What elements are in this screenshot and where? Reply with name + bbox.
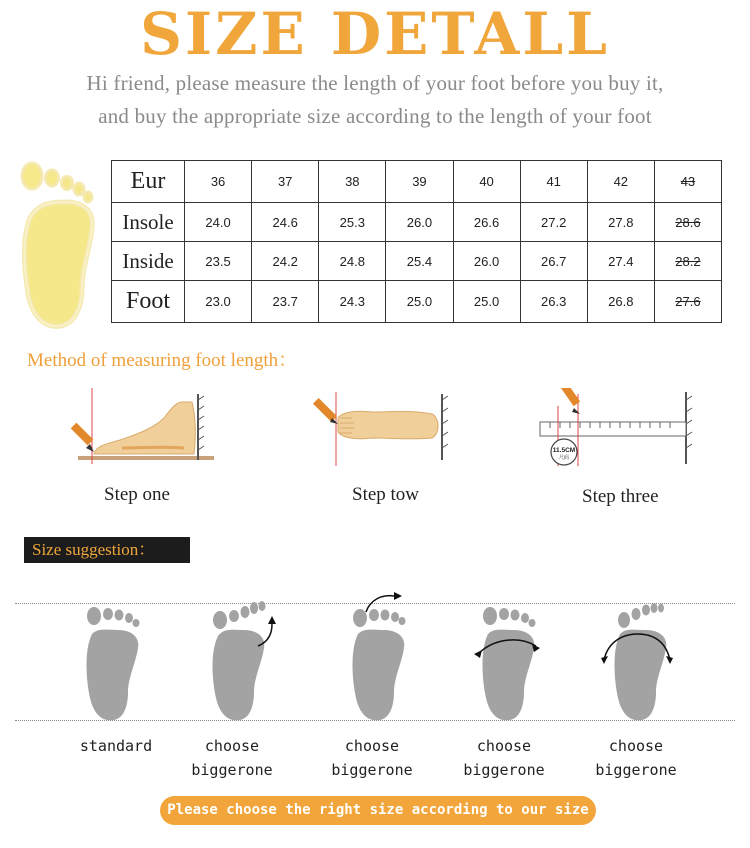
step-one-illustration [64, 388, 216, 466]
row-label: Insole [112, 203, 185, 242]
foot-outline-icon [16, 158, 96, 330]
table-cell: 37 [252, 161, 319, 203]
size-suggestion-heading: Size suggestion： [24, 537, 190, 563]
suggestion-label: choose biggerone [595, 737, 677, 779]
row-label: Foot [112, 281, 185, 323]
table-cell: 27.8 [587, 203, 654, 242]
table-cell: 25.0 [453, 281, 520, 323]
table-cell: 27.6 [654, 281, 721, 323]
table-cell: 41 [520, 161, 587, 203]
table-cell: 23.7 [252, 281, 319, 323]
table-cell: 26.8 [587, 281, 654, 323]
page-title: SIZE DETALL [140, 0, 610, 68]
table-cell: 40 [453, 161, 520, 203]
step-three-illustration [536, 388, 696, 466]
suggestion-label: choose biggerone [463, 737, 545, 779]
footprint-wide-foot-icon [470, 600, 550, 724]
table-cell: 26.6 [453, 203, 520, 242]
step-two-label: Step tow [352, 484, 420, 505]
table-cell: 36 [185, 161, 252, 203]
subtitle-line-1: Hi friend, please measure the length of your foot before you buy it, [86, 71, 664, 95]
table-cell: 26.0 [386, 203, 453, 242]
suggestion-label: standard [79, 737, 153, 755]
footprint-high-toe-icon [342, 590, 422, 724]
subtitle-line-2: and buy the appropriate size according to the length of your foot [98, 104, 652, 128]
step-one-label: Step one [104, 484, 170, 505]
table-cell: 42 [587, 161, 654, 203]
table-cell: 23.5 [185, 242, 252, 281]
table-row [112, 281, 722, 323]
table-cell: 27.2 [520, 203, 587, 242]
table-cell: 24.2 [252, 242, 319, 281]
table-cell: 24.0 [185, 203, 252, 242]
table-cell: 24.8 [319, 242, 386, 281]
footprint-high-instep-icon [598, 600, 678, 724]
row-label: Eur [112, 161, 185, 203]
table-cell: 27.4 [587, 242, 654, 281]
footprint-standard-icon [74, 600, 154, 724]
table-cell: 43 [654, 161, 721, 203]
footprint-long-toes-icon [204, 600, 284, 724]
size-advice-banner: Please choose the right size according to our size [160, 796, 596, 825]
table-cell: 39 [386, 161, 453, 203]
method-heading: Method of measuring foot length： [27, 350, 298, 371]
table-cell: 25.0 [386, 281, 453, 323]
step-two-illustration [312, 388, 452, 466]
table-cell: 23.0 [185, 281, 252, 323]
table-cell: 38 [319, 161, 386, 203]
table-row [112, 203, 722, 242]
table-row [112, 161, 722, 203]
table-cell: 26.3 [520, 281, 587, 323]
table-cell: 28.2 [654, 242, 721, 281]
table-cell: 25.3 [319, 203, 386, 242]
ruler-mark-sub: 尺码 [558, 455, 570, 461]
table-row [112, 242, 722, 281]
row-label: Inside [112, 242, 185, 281]
table-cell: 24.3 [319, 281, 386, 323]
table-cell: 26.7 [520, 242, 587, 281]
size-table [111, 160, 722, 323]
suggestion-label: choose biggerone [331, 737, 413, 779]
suggestion-label: choose biggerone [191, 737, 273, 779]
table-cell: 28.6 [654, 203, 721, 242]
table-cell: 24.6 [252, 203, 319, 242]
ruler-mark: 11.5CM [552, 447, 576, 454]
table-cell: 26.0 [453, 242, 520, 281]
table-cell: 25.4 [386, 242, 453, 281]
step-three-label: Step three [582, 486, 659, 507]
